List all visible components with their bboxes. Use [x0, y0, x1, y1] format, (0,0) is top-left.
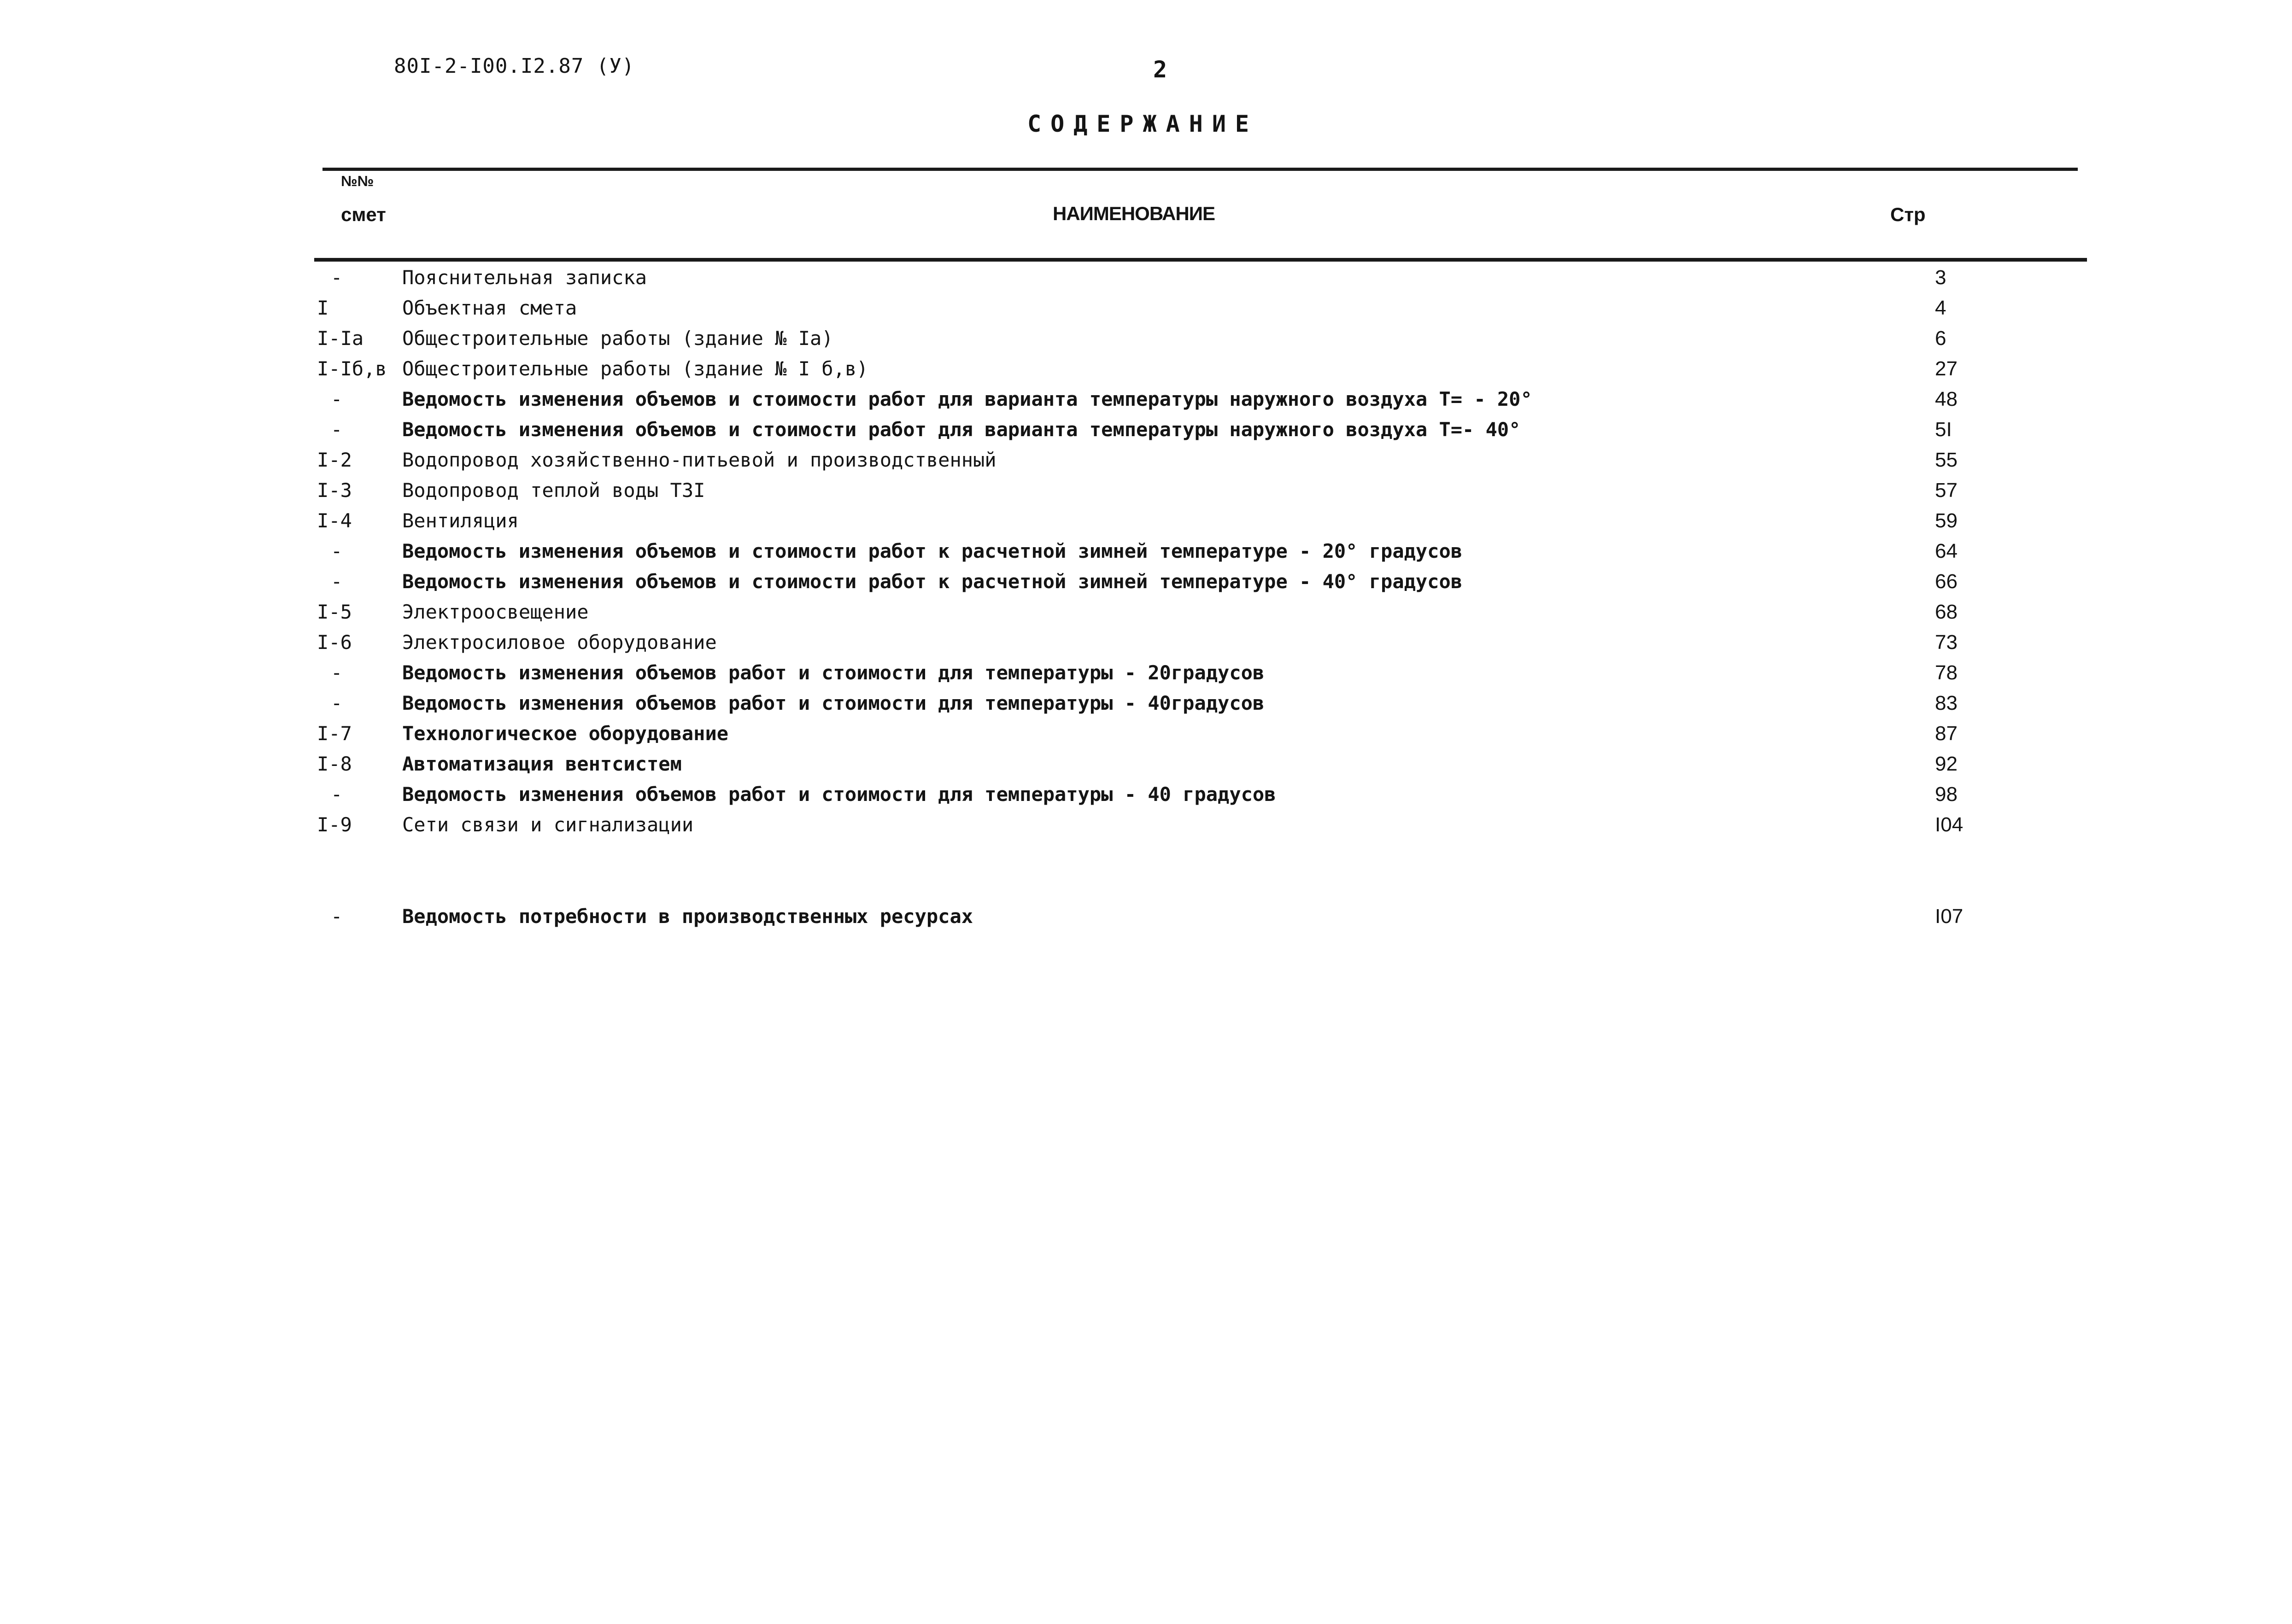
- row-page: 64: [1935, 540, 1958, 562]
- table-row: [0, 627, 2292, 658]
- table-row: [0, 688, 2292, 719]
- document-code: 80I-2-I00.I2.87 (У): [394, 54, 635, 78]
- row-number: I-8: [317, 753, 352, 775]
- table-row: [0, 263, 2292, 293]
- table-row: [0, 597, 2292, 627]
- row-page: 6: [1935, 327, 1946, 350]
- row-page: 4: [1935, 297, 1946, 319]
- table-row: [0, 293, 2292, 323]
- row-name: Сети связи и сигнализации: [402, 813, 694, 836]
- row-page: 3: [1935, 266, 1946, 289]
- row-number: -: [331, 540, 343, 562]
- row-number: I-7: [317, 722, 352, 745]
- row-name: Ведомость изменения объемов и стоимости работ для варианта температуры наружного воздуха Т=- 40°: [402, 418, 1521, 441]
- row-number: I: [317, 297, 329, 319]
- table-row: [0, 323, 2292, 354]
- page-title: СОДЕРЖАНИЕ: [1027, 111, 1259, 137]
- row-page: 78: [1935, 661, 1958, 684]
- row-name: Автоматизация вентсистем: [402, 753, 682, 775]
- row-page: 5I: [1935, 418, 1952, 441]
- row-name: Общестроительные работы (здание № I б,в): [402, 357, 868, 380]
- table-row: [0, 384, 2292, 415]
- table-row: [0, 810, 2292, 840]
- row-page: 73: [1935, 631, 1958, 654]
- row-name: Электросиловое оборудование: [402, 631, 717, 654]
- table-row: [0, 567, 2292, 597]
- row-name: Водопровод теплой воды Т3I: [402, 479, 705, 502]
- table-row: [0, 779, 2292, 810]
- row-number: I-3: [317, 479, 352, 502]
- row-page: I04: [1935, 813, 1964, 836]
- row-page: 59: [1935, 509, 1958, 532]
- row-number: -: [331, 570, 343, 593]
- row-name: Ведомость изменения объемов работ и стоимости для температуры - 20градусов: [402, 661, 1265, 684]
- row-name: Пояснительная записка: [402, 266, 647, 289]
- table-row: [0, 415, 2292, 445]
- table-row: [0, 749, 2292, 779]
- page-number: 2: [1153, 56, 1167, 83]
- row-number: -: [331, 266, 343, 289]
- row-name: Общестроительные работы (здание № Iа): [402, 327, 833, 350]
- row-name: Ведомость изменения объемов и стоимости работ для варианта температуры наружного воздуха Т= - 20°: [402, 388, 1532, 410]
- row-name: Электроосвещение: [402, 601, 589, 623]
- row-name: Ведомость изменения объемов и стоимости работ к расчетной зимней температуре - 20° градусов: [402, 540, 1463, 562]
- table-row: [0, 719, 2292, 749]
- row-number: -: [331, 692, 343, 714]
- row-number: I-Iа: [317, 327, 364, 350]
- row-name: Ведомость изменения объемов работ и стоимости для температуры - 40 градусов: [402, 783, 1276, 806]
- row-name: Технологическое оборудование: [402, 722, 729, 745]
- column-header-name: НАИМЕНОВАНИЕ: [1053, 203, 1215, 224]
- row-number: I-2: [317, 449, 352, 471]
- column-header-page: Стр: [1890, 204, 1926, 225]
- row-number: I-6: [317, 631, 352, 654]
- row-number: I-Iб,в: [317, 357, 387, 380]
- table-row: [0, 354, 2292, 384]
- row-number: I-4: [317, 509, 352, 532]
- table-row-final: [0, 901, 2292, 932]
- row-page: 98: [1935, 783, 1958, 806]
- row-number: -: [331, 905, 343, 928]
- row-number: -: [331, 661, 343, 684]
- row-number: -: [331, 783, 343, 806]
- row-page: 83: [1935, 692, 1958, 714]
- row-name: Ведомость изменения объемов и стоимости работ к расчетной зимней температуре - 40° градусов: [402, 570, 1463, 593]
- table-header-rule: [314, 258, 2087, 262]
- row-page: I07: [1935, 905, 1964, 928]
- table-row: [0, 658, 2292, 688]
- column-header-number-line2: смет: [341, 204, 386, 225]
- row-page: 87: [1935, 722, 1958, 745]
- table-row: [0, 506, 2292, 536]
- row-number: -: [331, 418, 343, 441]
- column-header-number-line1: №№: [341, 173, 374, 189]
- row-page: 48: [1935, 388, 1958, 410]
- row-page: 66: [1935, 570, 1958, 593]
- row-name: Вентиляция: [402, 509, 519, 532]
- row-name: Ведомость потребности в производственных ресурсах: [402, 905, 973, 928]
- row-number: I-9: [317, 813, 352, 836]
- table-top-rule: [322, 168, 2078, 171]
- table-row: [0, 536, 2292, 567]
- row-page: 68: [1935, 601, 1958, 623]
- row-page: 27: [1935, 357, 1958, 380]
- table-row: [0, 445, 2292, 475]
- table-row: [0, 475, 2292, 506]
- row-page: 55: [1935, 449, 1958, 471]
- row-name: Объектная смета: [402, 297, 577, 319]
- row-page: 92: [1935, 753, 1958, 775]
- row-name: Ведомость изменения объемов работ и стоимости для температуры - 40градусов: [402, 692, 1265, 714]
- row-number: I-5: [317, 601, 352, 623]
- row-page: 57: [1935, 479, 1958, 502]
- row-name: Водопровод хозяйственно-питьевой и производственный: [402, 449, 997, 471]
- row-number: -: [331, 388, 343, 410]
